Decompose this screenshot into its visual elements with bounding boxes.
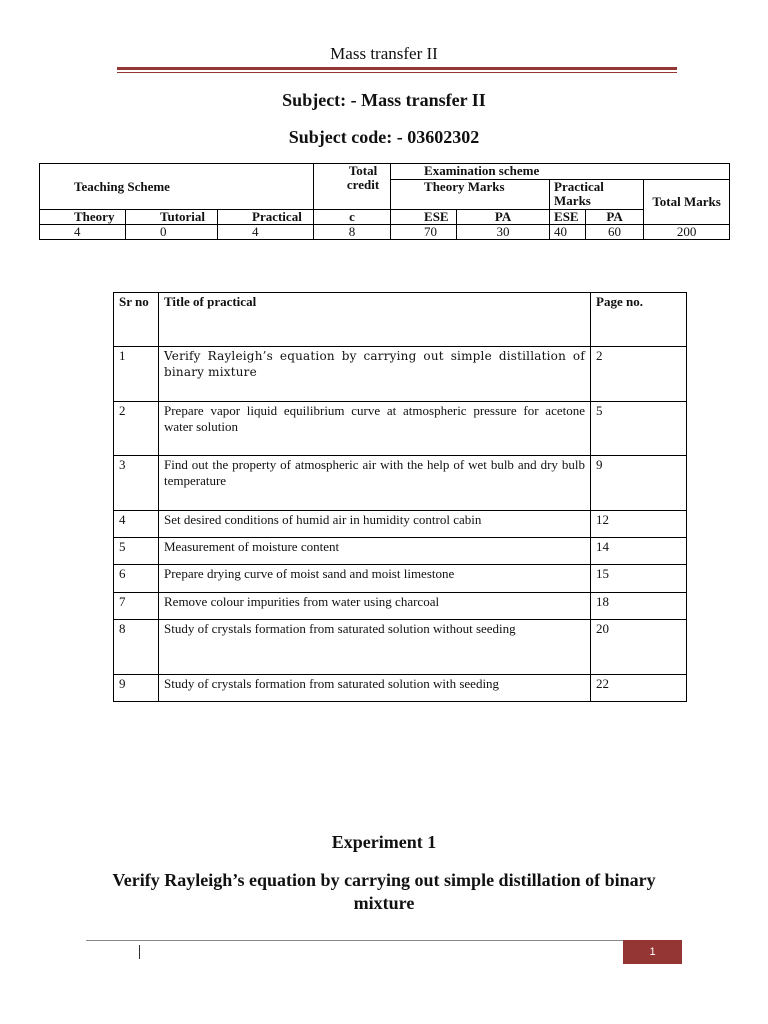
practical-title: Find out the property of atmospheric air with the help of wet bulb and dry bulb temperature	[159, 456, 591, 511]
col-practical-ese: ESE	[550, 210, 586, 225]
page-no: 2	[591, 347, 687, 402]
table-row	[114, 511, 687, 538]
practical-title: Prepare drying curve of moist sand and moist limestone	[159, 565, 591, 593]
sr-no: 5	[114, 538, 159, 565]
header-rule-thin	[117, 72, 677, 73]
table-row	[114, 565, 687, 593]
total-marks-label: Total Marks	[644, 180, 730, 225]
practical-title: Study of crystals formation from saturated solution without seeding	[159, 620, 591, 675]
practicals-header-row	[114, 293, 687, 347]
teaching-scheme-label: Teaching Scheme	[40, 164, 314, 210]
value-practical-ese: 40	[550, 225, 586, 240]
running-header: Mass transfer II	[330, 44, 438, 63]
theory-marks-label: Theory Marks	[391, 180, 550, 210]
practical-title: Prepare vapor liquid equilibrium curve at atmospheric pressure for acetone water solution	[159, 402, 591, 456]
practical-title: Verify Rayleigh’s equation by carrying out simple distillation of binary mixture	[159, 347, 591, 402]
sr-no: 2	[114, 402, 159, 456]
sr-no-header: Sr no	[114, 293, 159, 347]
value-theory-pa: 30	[457, 225, 550, 240]
header-rule	[117, 67, 677, 70]
page-no: 18	[591, 593, 687, 620]
value-credit: 8	[314, 225, 391, 240]
examination-scheme-label: Examination scheme	[391, 164, 730, 180]
col-tutorial: Tutorial	[126, 210, 218, 225]
page-no: 5	[591, 402, 687, 456]
sr-no: 9	[114, 675, 159, 702]
experiment-subtitle: Verify Rayleigh’s equation by carrying out simple distillation of binary mixture	[112, 870, 656, 913]
col-theory: Theory	[40, 210, 126, 225]
table-row	[114, 620, 687, 675]
col-practical-pa: PA	[586, 210, 644, 225]
total-credit-label: Total credit	[314, 164, 391, 210]
page-no: 14	[591, 538, 687, 565]
sr-no: 4	[114, 511, 159, 538]
subject-title: Subject: - Mass transfer II	[282, 90, 486, 110]
table-row	[114, 402, 687, 456]
col-credit: c	[314, 210, 391, 225]
practical-marks-label: Practical Marks	[550, 180, 644, 210]
col-theory-pa: PA	[457, 210, 550, 225]
scheme-table	[39, 163, 730, 240]
sr-no: 1	[114, 347, 159, 402]
footer-rule	[86, 940, 682, 941]
page-no: 22	[591, 675, 687, 702]
sr-no: 8	[114, 620, 159, 675]
table-row	[114, 538, 687, 565]
table-row	[114, 456, 687, 511]
value-practical: 4	[218, 225, 314, 240]
value-tutorial: 0	[126, 225, 218, 240]
col-practical: Practical	[218, 210, 314, 225]
footer-divider	[139, 945, 140, 959]
practical-title: Study of crystals formation from saturated solution with seeding	[159, 675, 591, 702]
experiment-title: Experiment 1	[331, 832, 437, 852]
practicals-table	[113, 292, 687, 702]
page-number: 1	[623, 940, 682, 964]
practical-title: Remove colour impurities from water using charcoal	[159, 593, 591, 620]
page-no-header: Page no.	[591, 293, 687, 347]
value-practical-pa: 60	[586, 225, 644, 240]
page-no: 9	[591, 456, 687, 511]
page-no: 20	[591, 620, 687, 675]
value-total-marks: 200	[644, 225, 730, 240]
page-no: 15	[591, 565, 687, 593]
sr-no: 7	[114, 593, 159, 620]
table-row	[114, 347, 687, 402]
table-row	[114, 675, 687, 702]
practical-title: Set desired conditions of humid air in humidity control cabin	[159, 511, 591, 538]
sr-no: 3	[114, 456, 159, 511]
practical-title: Measurement of moisture content	[159, 538, 591, 565]
table-row	[114, 593, 687, 620]
col-theory-ese: ESE	[391, 210, 457, 225]
page-no: 12	[591, 511, 687, 538]
subject-code: Subject code: - 03602302	[288, 127, 480, 147]
title-header: Title of practical	[159, 293, 591, 347]
value-theory: 4	[40, 225, 126, 240]
sr-no: 6	[114, 565, 159, 593]
value-theory-ese: 70	[391, 225, 457, 240]
